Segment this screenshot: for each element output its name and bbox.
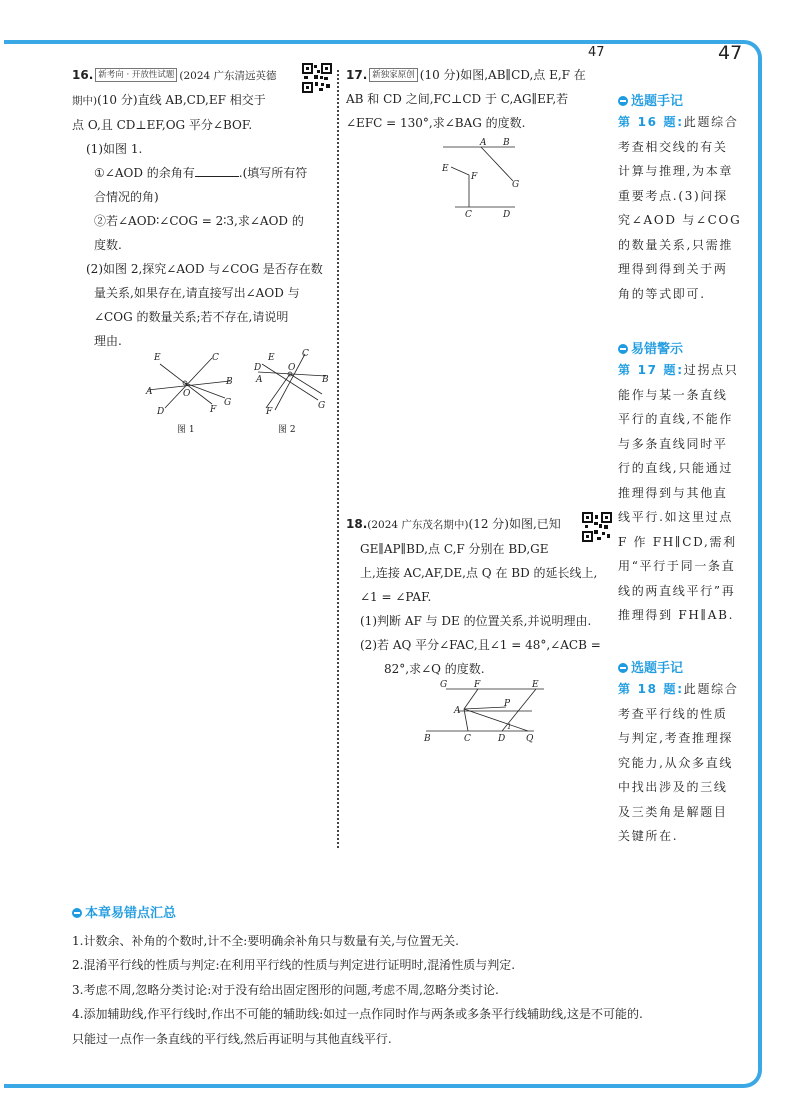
q16-score: (10 分) <box>97 93 138 107</box>
q16-part2: (2)如图 2,探究∠AOD 与∠COG 是否存在数 <box>86 262 323 276</box>
q18-figure <box>422 675 552 747</box>
sidebar-note1-title: 选题手记 <box>618 90 683 109</box>
fig2-label-o: O <box>288 363 296 373</box>
summary-item-4-cont: 只能过一点作一条直线的平行线,然后再证明与其他直线平行. <box>72 1031 392 1046</box>
q18-label-g: G <box>440 680 448 690</box>
question-18 <box>346 512 608 681</box>
page-number-large: 47 <box>718 42 743 64</box>
q17-label-e: E <box>442 164 449 174</box>
fig1-label-f: F <box>210 405 217 415</box>
chapter-summary <box>72 902 752 1051</box>
question-16 <box>72 63 332 353</box>
q17-label-c: C <box>465 210 472 220</box>
note-icon <box>618 96 628 106</box>
q18-stem-2: GE∥AP∥BD,点 C,F 分别在 BD,GE <box>360 542 549 556</box>
q17-score: (10 分) <box>419 68 461 82</box>
sidebar-warn: 第 17 题:过拐点只 能作与某一条直线 平行的直线,不能作 与多条直线同时平 行的直线,只能通过 推理得到与其他直 线平行.如这里过点 F 作 FH∥CD,需利 用“平行于同一条直 线的两直线平行”再 推理得到 FH∥AB. <box>618 363 739 622</box>
q18-label-f: F <box>474 680 481 690</box>
q16-part1a-post: .(填写所有符 <box>238 166 308 180</box>
q16-part2-cont2: ∠COG 的数量关系;若不存在,请说明 <box>94 310 289 324</box>
q18-part2-cont: 82°,求∠Q 的度数. <box>384 662 485 676</box>
sidebar-note2-title: 选题手记 <box>618 657 683 676</box>
q18-label-a: A <box>454 706 461 716</box>
q18-label-e: E <box>532 680 539 690</box>
q18-number: 18. <box>346 517 368 531</box>
q18-label-d: D <box>498 734 506 744</box>
q16-part1a: ①∠AOD 的余角有 <box>94 166 195 180</box>
fig1-label-a: A <box>146 387 153 397</box>
fig1-caption: 图 1 <box>177 425 195 435</box>
qr-code-icon[interactable] <box>302 63 332 93</box>
fig2-label-a: A <box>256 375 263 385</box>
fig1-label-g: G <box>224 398 232 408</box>
fig2-label-f: F <box>266 407 273 417</box>
q18-stem-3: 上,连接 AC,AF,DE,点 Q 在 BD 的延长线上, <box>360 566 598 580</box>
figure-2 <box>253 349 329 435</box>
summary-item-2: 2.混淆平行线的性质与判定:在利用平行线的性质与判定进行证明时,混淆性质与判定. <box>72 958 516 972</box>
q16-number: 16. <box>72 68 94 82</box>
q17-stem-3: ∠EFC = 130°,求∠BAG 的度数. <box>346 116 526 130</box>
q18-part2: (2)若 AQ 平分∠FAC,且∠1 = 48°,∠ACB = <box>360 638 601 652</box>
fig2-label-g: G <box>318 401 326 411</box>
q16-part1b-cont: 度数. <box>94 238 122 252</box>
q18-label-b: B <box>424 734 431 744</box>
q18-label-q: Q <box>526 734 534 744</box>
note-icon <box>618 663 628 673</box>
q17-stem-2: AB 和 CD 之间,FC⊥CD 于 C,AG∥EF,若 <box>346 92 569 106</box>
q18-part1: (1)判断 AF 与 DE 的位置关系,并说明理由. <box>360 614 592 628</box>
q16-part1b: ②若∠AOD∶∠COG = 2∶3,求∠AOD 的 <box>94 214 304 228</box>
q16-part1a-cont: 合情况的角) <box>94 190 159 204</box>
warning-icon <box>618 344 628 354</box>
q16-stem-2: 点 O,且 CD⊥EF,OG 平分∠BOF. <box>72 118 253 132</box>
figure-1 <box>145 353 233 435</box>
fig1-label-c: C <box>212 353 219 363</box>
page-number-small: 47 <box>588 45 605 60</box>
warn-highlight: 第 17 题: <box>618 363 684 377</box>
q16-source-cont: 期中) <box>72 95 98 107</box>
q18-source: (2024 广东茂名期中) <box>367 519 469 531</box>
fig2-label-d: D <box>254 363 262 373</box>
q17-figure <box>435 135 535 220</box>
sidebar-note2: 第 18 题:此题综合 考查平行线的性质 与判定,考查推理探 究能力,从众多直线 中找出涉及的三线 及三类角是解题目 关键所在. <box>618 682 739 843</box>
fig1-label-b: B <box>226 377 233 387</box>
q17-label-b: B <box>503 138 510 148</box>
q17-label-f: F <box>471 172 478 182</box>
sidebar-warn-title: 易错警示 <box>618 338 683 357</box>
q17-label-g: G <box>512 180 520 190</box>
q16-figures <box>140 348 340 438</box>
summary-item-3: 3.考虑不周,忽略分类讨论:对于没有给出固定图形的问题,考虑不周,忽略分类讨论. <box>72 982 499 997</box>
q18-label-p: P <box>504 699 511 709</box>
q16-part2-cont3: 理由. <box>94 334 122 348</box>
q18-stem-1: 如图,已知 <box>508 517 561 531</box>
fig1-label-d: D <box>157 407 165 417</box>
fig1-label-o: O <box>183 389 191 399</box>
q18-score: (12 分) <box>468 517 509 531</box>
fig1-label-e: E <box>154 353 161 363</box>
summary-title: 本章易错点汇总 <box>72 902 752 927</box>
q16-part1: (1)如图 1. <box>86 142 143 156</box>
fig2-label-e: E <box>268 353 275 363</box>
summary-item-4: 4.添加辅助线,作平行线时,作出不可能的辅助线:如过一点作同时作与两条或多条平行线辅助线,这是不可能的. <box>72 1007 643 1021</box>
qr-code-icon[interactable] <box>582 512 612 542</box>
q16-tag: 新考向 · 开放性试题 <box>95 68 177 82</box>
q16-stem-1: 直线 AB,CD,EF 相交于 <box>137 93 266 107</box>
q16-source: (2024 广东清远英德 <box>179 70 277 82</box>
q17-label-a: A <box>480 138 487 148</box>
fig2-label-b: B <box>322 375 329 385</box>
q16-part2-cont1: 量关系,如果存在,请直接写出∠AOD 与 <box>94 286 300 300</box>
q18-label-angle-1: 1 <box>507 723 512 731</box>
sidebar-note1: 第 16 题:此题综合 考查相交线的有关 计算与推理,为本章 重要考点.(3)问探 究∠AOD 与∠COG 的数量关系,只需推 理得到得到关于两 角的等式即可. <box>618 115 742 301</box>
q17-stem-1: 如图,AB∥CD,点 E,F 在 <box>460 68 586 82</box>
fig2-label-c: C <box>302 349 309 359</box>
fig2-caption: 图 2 <box>278 425 296 435</box>
note1-highlight: 第 16 题: <box>618 115 684 129</box>
q18-stem-4: ∠1 = ∠PAF. <box>360 590 432 604</box>
answer-blank[interactable] <box>195 162 239 177</box>
summary-item-1: 1.计数余、补角的个数时,计不全:要明确余补角只与数量有关,与位置无关. <box>72 933 459 948</box>
q18-label-c: C <box>464 734 471 744</box>
q17-label-d: D <box>503 210 511 220</box>
q17-number: 17. <box>346 68 368 82</box>
summary-icon <box>72 908 82 918</box>
column-divider <box>337 70 339 848</box>
note2-highlight: 第 18 题: <box>618 682 684 696</box>
question-17 <box>346 63 608 135</box>
q17-tag: 新独家原创 <box>369 68 418 82</box>
